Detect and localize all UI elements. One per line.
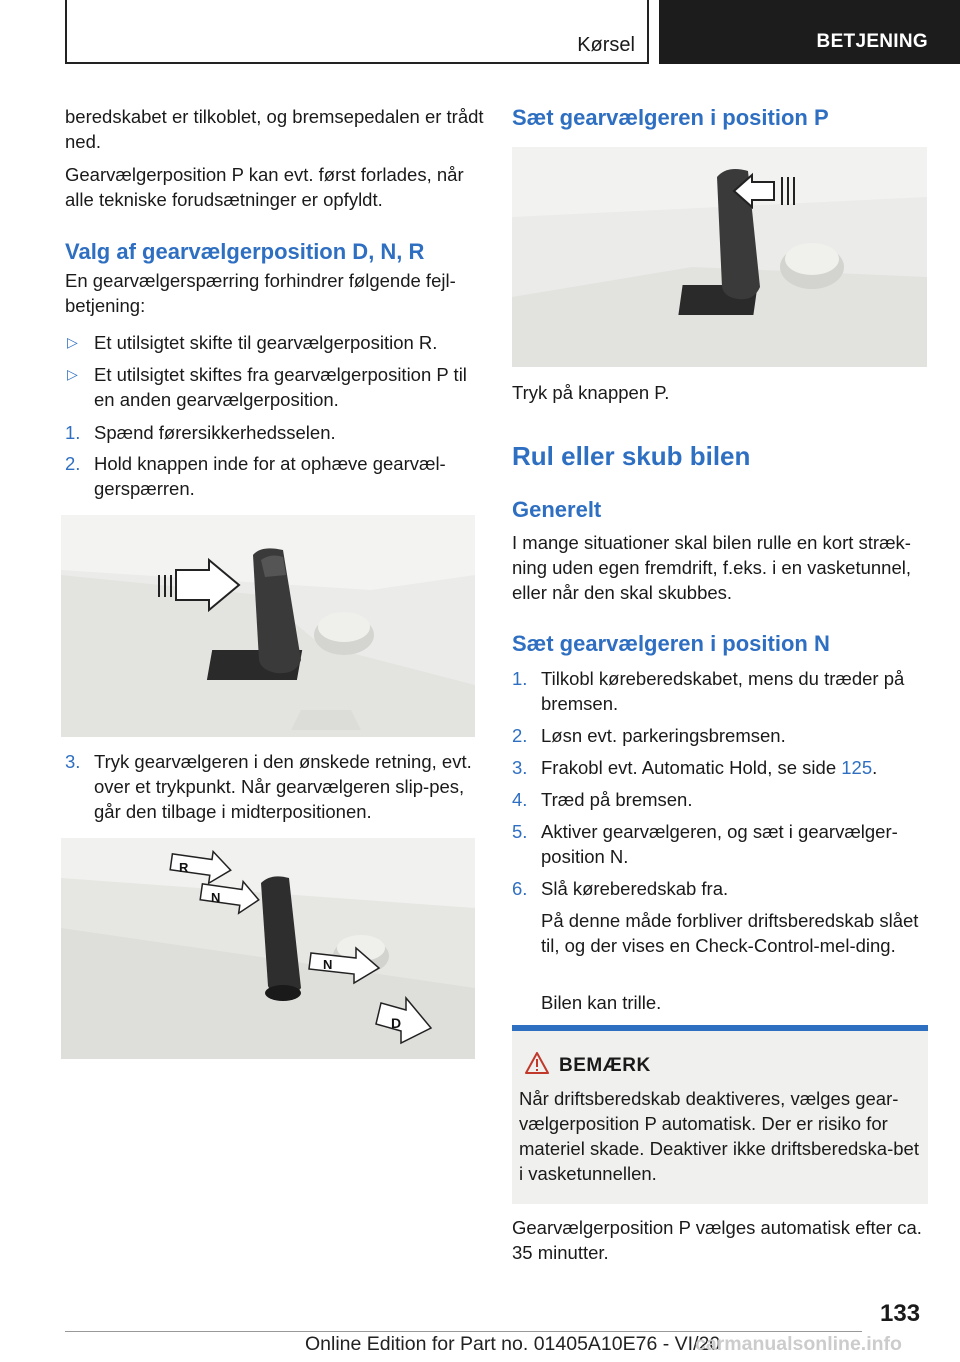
triangle-bullet-icon: ▷ [67,366,78,382]
heading-position-n: Sæt gearvælgeren i position N [512,631,830,656]
watermark: carmanualsonline.info [695,1333,902,1355]
general-paragraph: I mange situationer skal bilen rulle en kort stræk-ning uden egen fremdrift, f.eks. i en vasketunnel, eller når den skal skubbes. [512,532,912,603]
header-section-box [659,0,960,64]
arrow-label-d: D [391,1015,402,1031]
subheading-general: Generelt [512,497,602,522]
arrow-label-r: R [179,860,189,875]
warning-triangle-icon [525,1052,549,1074]
step-item: 1. Spænd førersikkerhedsselen. [65,422,336,443]
heading-select-position: Valg af gearvælgerposition D, N, R [65,239,425,264]
heading-roll-push: Rul eller skub bilen [512,441,751,471]
heading-position-p: Sæt gearvælgeren i position P [512,105,829,130]
warning-title: BEMÆRK [559,1055,651,1076]
intro-paragraph-1: beredskabet er tilkoblet, og bremsepedalen er trådt ned. [65,106,484,152]
step-item: 5. Aktiver gearvælgeren, og sæt i gearvælger-position N. [512,821,898,867]
step-note-1: På denne måde forbliver driftsberedskab slået til, og der vises en Check-Control-mel-ding. [541,910,919,956]
triangle-bullet-icon: ▷ [67,334,78,350]
page-number: 133 [880,1300,921,1327]
step-item: 4. Træd på bremsen. [512,789,693,810]
step-item: 3. Tryk gearvælgeren i den ønskede retning, evt. over et trykpunkt. Når gearvælgeren slip-pes, går den tilbage i midterpositionen. [65,751,472,822]
caption-press-p: Tryk på knappen P. [512,382,670,403]
intro-paragraph-2: Gearvælgerposition P kan evt. først forlades, når alle tekniske forudsætninger er opfyldt. [65,164,464,210]
warning-box [512,1031,928,1204]
section-title: BETJENING [816,31,928,52]
step-item: 6. Slå køreberedskab fra. [512,878,729,899]
page-link-125[interactable]: 125 [841,757,873,778]
footer-divider [65,1331,862,1332]
header-chapter-box [65,0,649,64]
step-item: 2. Løsn evt. parkeringsbremsen. [512,725,786,746]
lock-paragraph: En gearvælgerspærring forhindrer følgende fejl-betjening: [65,270,456,316]
chapter-title: Kørsel [577,34,635,56]
step-item: 1. Tilkobl køreberedskabet, mens du træder på bremsen. [512,668,905,714]
gear-selector-side-image [61,515,475,737]
arrow-label-n-lower: N [323,957,333,972]
gear-selector-direction-image [61,838,475,1059]
footer-edition: Online Edition for Part no. 01405A10E76 - VI/20 [305,1333,721,1355]
closing-paragraph: Gearvælgerposition P vælges automatisk efter ca. 35 minutter. [512,1217,922,1263]
step-note-2: Bilen kan trille. [541,992,662,1013]
bullet-item: ▷ Et utilsigtet skifte til gearvælgerposition R. [67,332,438,353]
step-item: 3. Frakobl evt. Automatic Hold, se side 125. [512,757,878,778]
gear-selector-p-button-image [512,147,927,367]
bullet-item: ▷ Et utilsigtet skiftes fra gearvælgerposition P til en anden gearvælgerposition. [67,364,467,410]
arrow-label-n-upper: N [211,890,221,905]
step-item: 2. Hold knappen inde for at ophæve gearvæl-gerspærren. [65,453,446,499]
warning-text: Når driftsberedskab deaktiveres, vælges gear-vælgerposition P automatisk. Der er risiko for materiel skade. Deaktiver ikke driftsberedska-bet i vasketunnellen. [519,1088,919,1184]
left-intro [65,104,485,212]
